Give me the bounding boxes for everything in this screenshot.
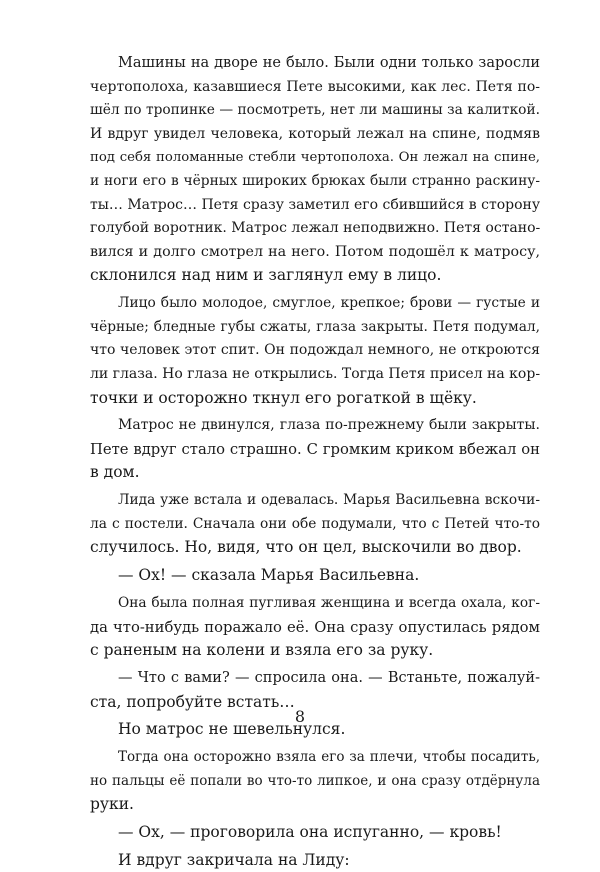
text-line: Матрос не двинулся, глаза по-прежнему были закрыты. [118,417,540,434]
text-line: ста, попробуйте встать… [90,692,295,711]
text-line: ли глаза. Но глаза не открылись. Тогда Петя присел на кор- [90,365,541,382]
paragraph [90,414,540,485]
text-line: руки. [90,795,134,814]
text-line: под себя поломанные стебли чертополоха. Он лежал на спине, [90,150,540,166]
text-line: точки и осторожно ткнул его рогаткой в щёку. [90,388,477,407]
page-number: 8 [294,707,306,726]
text-line: — Ох! — сказала Марья Васильевна. [118,566,420,585]
paragraph [90,849,540,872]
text-line: Лида уже встала и одевалась. Марья Васильевна вскочи- [118,492,540,509]
text-line: Но матрос не шевельнулся. [118,720,346,739]
text-line: чёрные; бледные губы сжаты, глаза закрыты. Петя подумал, [90,318,540,335]
paragraph [90,52,540,288]
paragraph [90,746,540,817]
paragraph [90,489,540,560]
paragraph [90,292,540,410]
text-line: случилось. Но, видя, что он цел, выскочили во двор. [90,538,522,557]
text-line: И вдруг увидел человека, который лежал на спине, подмяв [90,125,540,142]
text-line: да что-нибудь поражало её. Она сразу опустилась рядом [90,618,540,636]
text-line: в дом. [90,463,140,482]
text-line: Тогда она осторожно взяла его за плечи, чтобы посадить, [118,749,540,766]
text-line: шёл по тропинке — посмотреть, нет ли машины за калиткой. [90,102,540,119]
paragraph [90,564,540,588]
text-line: и ноги его в чёрных широких брюках были странно раскину- [90,172,540,189]
text-line: склонился над ним и заглянул ему в лицо. [90,266,442,285]
text-line: ты… Матрос… Петя сразу заметил его сбившийся в сторону [90,196,541,213]
text-line: — Что с вами? — спросила она. — Встаньте, пожалуй- [118,669,540,686]
text-line: но пальцы её попали во что-то липкое, и она сразу отдёрнула [90,772,540,789]
text-line: Она была полная пугливая женщина и всегда охала, ког- [118,595,540,611]
text-line: с раненым на колени и взяла его за руку. [90,641,434,660]
text-line: Машины на дворе не было. Были одни только заросли [118,55,540,71]
paragraph [90,821,540,845]
text-line: чертополоха, казавшиеся Пете высокими, как лес. Петя по- [90,78,540,95]
text-line: Лицо было молодое, смуглое, крепкое; брови — густые и [118,295,540,312]
body-text [90,52,540,872]
text-line: И вдруг закричала на Лиду: [118,850,350,869]
text-line: что человек этот спит. Он подождал немного, не откроются [90,342,540,359]
paragraph [90,592,540,663]
text-line: ла с постели. Сначала они обе подумали, что с Петей что-то [90,515,540,532]
text-line: — Ох, — проговорила она испуганно, — кровь! [118,823,502,842]
text-line: вился и долго смотрел на него. Потом подошёл к матросу, [90,243,540,260]
text-line: Пете вдруг стало страшно. С громким криком вбежал он [90,440,540,458]
text-line: голубой воротник. Матрос лежал неподвижно. Петя остано- [90,220,541,237]
